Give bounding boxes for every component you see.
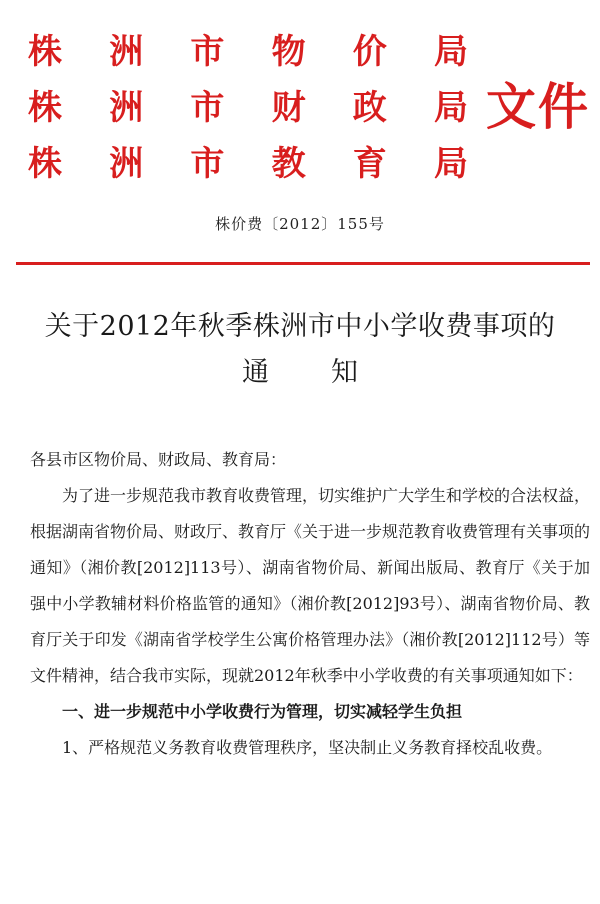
agency-char: 政 <box>352 88 387 128</box>
body-paragraph: 1、严格规范义务教育收费管理秩序，坚决制止义务教育择校乱收费。 <box>62 738 553 757</box>
document-type-label: 文件 <box>486 78 590 136</box>
agency-char: 株 <box>28 144 62 184</box>
document-title-line2: 通知 <box>242 357 420 388</box>
document-title-line1: 关于2012年秋季株洲市中小学收费事项的 <box>44 311 556 342</box>
agency-char: 洲 <box>109 88 144 128</box>
agency-row-finance-bureau <box>28 80 468 136</box>
agency-row-price-bureau <box>28 24 468 80</box>
document-body <box>30 442 590 766</box>
agency-char: 株 <box>28 32 62 72</box>
agency-row-education-bureau <box>28 136 468 192</box>
agency-char: 价 <box>352 32 387 72</box>
agency-char: 局 <box>433 144 468 184</box>
agency-char: 财 <box>271 88 306 128</box>
agency-char: 育 <box>352 144 387 184</box>
body-paragraph: 为了进一步规范我市教育收费管理，切实维护广大学生和学校的合法权益，根据湖南省物价局、财政厅、教育厅《关于进一步规范教育收费管理有关事项的通知》（湘价教[2012]113号）、湖南省物价局、新闻出版局、教育厅《关于加强中小学教辅材料价格监管的通知》（湘价教[2012]93号）、湖南省物价局、教育厅关于印发《湖南省学校学生公寓价格管理办法》（湘价教[2012]112号）等文件精神，结合我市实际，现就2012年秋季中小学收费的有关事项通知如下： <box>30 486 591 685</box>
issuing-agencies <box>28 24 468 192</box>
salutation: 各县市区物价局、财政局、教育局： <box>30 450 287 469</box>
section-heading: 一、进一步规范中小学收费行为管理，切实减轻学生负担 <box>62 702 463 721</box>
agency-char: 市 <box>190 144 225 184</box>
agency-char: 市 <box>190 32 225 72</box>
agency-char: 洲 <box>109 32 144 72</box>
header-divider <box>16 262 590 265</box>
agency-char: 株 <box>28 88 62 128</box>
agency-char: 教 <box>271 144 306 184</box>
agency-char: 物 <box>271 32 306 72</box>
agency-char: 市 <box>190 88 225 128</box>
agency-char: 局 <box>433 88 468 128</box>
agency-char: 洲 <box>109 144 144 184</box>
document-number: 株价费〔2012〕155号 <box>215 215 385 233</box>
agency-char: 局 <box>433 32 468 72</box>
